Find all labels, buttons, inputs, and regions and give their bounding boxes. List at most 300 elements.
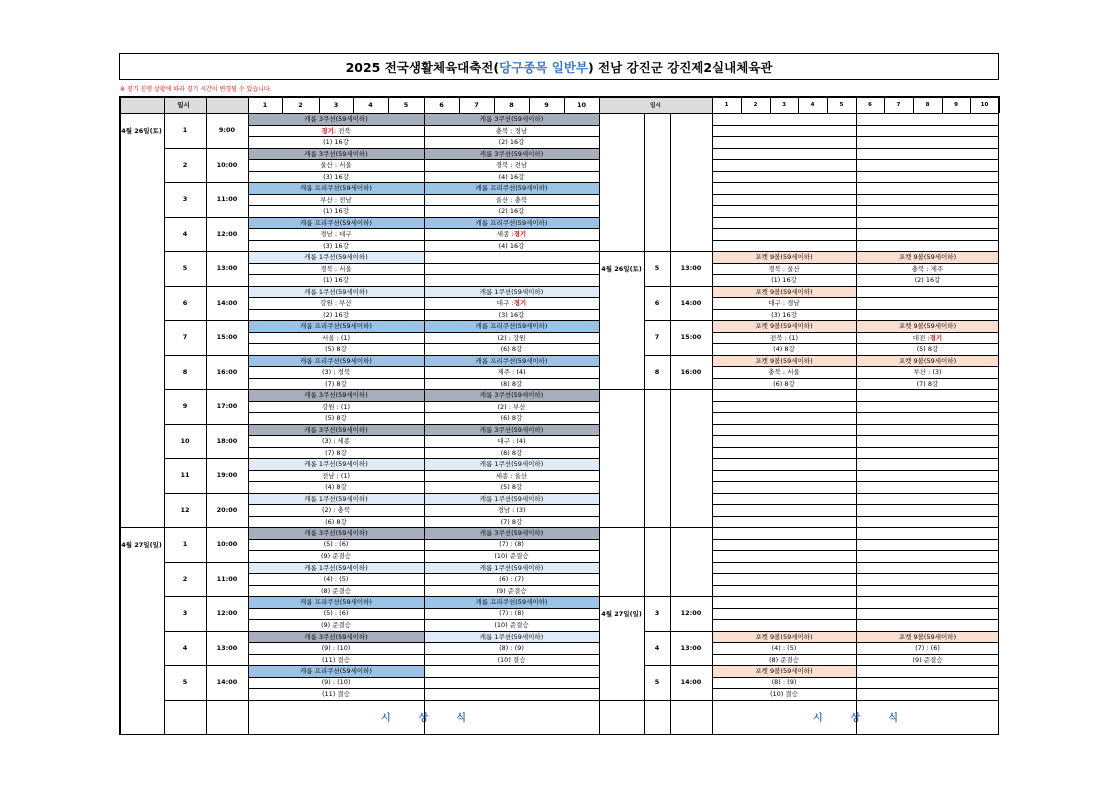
table-number: 4 bbox=[368, 100, 373, 109]
event-header: 포켓 9볼(59세이하) bbox=[712, 631, 856, 643]
match-team: 대구 : 경남 bbox=[768, 299, 800, 308]
schedule-notice: ※ 경기 진행 상황에 따라 경기 시간이 변경될 수 있습니다. bbox=[120, 86, 272, 93]
round-time: 14:00 bbox=[680, 298, 702, 307]
match-team: 전남 : (1) bbox=[321, 471, 351, 480]
grid-line bbox=[119, 527, 164, 528]
round-time: 13:00 bbox=[680, 264, 702, 273]
round-time: 16:00 bbox=[680, 367, 702, 376]
match-cell bbox=[856, 642, 999, 654]
round-number: 11 bbox=[180, 471, 190, 480]
round-time bbox=[206, 700, 248, 734]
table-number: 4 bbox=[810, 101, 815, 108]
grid-line bbox=[856, 96, 857, 113]
round-number: 3 bbox=[654, 609, 660, 618]
stage-cell: (4) 16강 bbox=[498, 172, 525, 181]
grid-line bbox=[741, 96, 742, 113]
match-team: (4) : (5) bbox=[323, 574, 349, 583]
round-number: 3 bbox=[182, 195, 188, 204]
round-number: 3 bbox=[182, 609, 188, 618]
stage-cell: (5) 8강 bbox=[325, 414, 347, 423]
match-cell bbox=[856, 366, 999, 378]
match-team-highlight: 경기 bbox=[929, 333, 943, 342]
grid-line bbox=[644, 113, 645, 734]
match-cell bbox=[712, 263, 856, 275]
event-header: 캐롬 프리쿠션(59세이하) bbox=[424, 355, 599, 367]
stage-cell: (7) 8강 bbox=[916, 379, 939, 388]
match-team: 세종 : bbox=[496, 230, 514, 239]
day-label: 4월 26일(토) bbox=[601, 264, 642, 273]
grid-line bbox=[599, 251, 712, 252]
grid-line bbox=[164, 217, 599, 218]
match-cell bbox=[248, 539, 424, 551]
grid-line bbox=[164, 355, 599, 356]
table-number: 9 bbox=[544, 100, 549, 109]
round-time: 10:00 bbox=[216, 540, 238, 549]
header-date-label: 일시 bbox=[599, 96, 712, 113]
table-number: 5 bbox=[839, 101, 844, 108]
grid-line bbox=[942, 96, 943, 113]
match-team: (8) : (9) bbox=[771, 678, 797, 687]
grid-line bbox=[164, 182, 599, 183]
match-team: 부산 : (3) bbox=[913, 368, 942, 377]
match-team: (5) : (6) bbox=[323, 540, 349, 549]
match-team: : 전북 bbox=[333, 126, 351, 135]
grid-line bbox=[164, 631, 599, 632]
match-team: 강원 : (1) bbox=[321, 402, 351, 411]
stage-cell: (7) 8강 bbox=[325, 379, 347, 388]
stage-cell: (11) 결승 bbox=[322, 655, 350, 664]
stage-cell: (4) 8강 bbox=[773, 345, 795, 354]
grid-line bbox=[770, 96, 771, 113]
title-suffix: ) 전남 강진군 강진제2실내체육관 bbox=[587, 59, 773, 75]
round-time: 11:00 bbox=[216, 195, 238, 204]
stage-cell: (9) 준결승 bbox=[320, 621, 352, 630]
round-time: 9:00 bbox=[218, 126, 236, 135]
round-number: 5 bbox=[654, 678, 660, 687]
match-cell bbox=[424, 642, 599, 654]
event-header: 캐롬 1쿠션(59세이하) bbox=[424, 458, 599, 470]
grid-line bbox=[424, 96, 425, 734]
match-cell bbox=[424, 194, 599, 206]
grid-line bbox=[164, 596, 599, 597]
match-cell bbox=[248, 332, 424, 344]
match-cell bbox=[248, 159, 424, 171]
match-cell bbox=[424, 125, 599, 137]
stage-cell: (2) 16강 bbox=[914, 276, 941, 285]
grid-line bbox=[599, 96, 600, 734]
award-ceremony: 시상식 bbox=[813, 713, 926, 724]
match-team: 서울 : (1) bbox=[321, 333, 351, 342]
match-cell bbox=[248, 435, 424, 447]
round-number: 4 bbox=[182, 643, 188, 652]
grid-line bbox=[884, 96, 885, 113]
round-number: 4 bbox=[182, 229, 188, 238]
match-cell bbox=[712, 366, 856, 378]
match-team: 대구 : (4) bbox=[497, 437, 526, 446]
day-label: 4월 27일(일) bbox=[121, 540, 162, 549]
grid-line bbox=[164, 113, 599, 114]
match-team: (3) : 경북 bbox=[321, 368, 351, 377]
event-header: 캐롬 프리쿠션(59세이하) bbox=[248, 182, 424, 194]
round-time: 12:00 bbox=[216, 229, 238, 238]
match-team: 경남 : (3) bbox=[497, 506, 526, 515]
stage-cell: (5) 8강 bbox=[325, 345, 347, 354]
match-cell bbox=[424, 297, 599, 309]
table-number: 6 bbox=[868, 101, 872, 108]
match-team: (7) : (8) bbox=[499, 609, 524, 618]
table-number: 7 bbox=[474, 100, 479, 109]
grid-line bbox=[970, 96, 971, 113]
grid-line bbox=[164, 527, 599, 528]
round-number: 8 bbox=[182, 367, 188, 376]
match-team: (7) : (8) bbox=[499, 540, 524, 549]
event-header: 캐롬 1쿠션(59세이하) bbox=[248, 286, 424, 298]
event-header: 캐롬 3쿠션(59세이하) bbox=[248, 527, 424, 539]
match-team: (2) : 부산 bbox=[497, 402, 526, 411]
stage-cell: (11) 결승 bbox=[322, 690, 350, 699]
grid-line bbox=[913, 96, 914, 113]
round-number: 7 bbox=[182, 333, 188, 342]
event-header: 캐롬 3쿠션(59세이하) bbox=[248, 389, 424, 401]
match-cell bbox=[248, 263, 424, 275]
stage-cell: (4) 16강 bbox=[498, 241, 525, 250]
event-header: 캐롬 3쿠션(59세이하) bbox=[424, 424, 599, 436]
grid-line bbox=[164, 251, 599, 252]
match-cell bbox=[248, 297, 424, 309]
round-number: 5 bbox=[654, 264, 660, 273]
table-number: 1 bbox=[724, 101, 729, 108]
event-header: 캐롬 프리쿠션(59세이하) bbox=[248, 320, 424, 332]
match-cell bbox=[248, 194, 424, 206]
grid-line bbox=[670, 113, 671, 734]
round-number bbox=[164, 700, 206, 734]
grid-line bbox=[644, 700, 712, 701]
grid-line bbox=[388, 96, 389, 113]
round-number: 6 bbox=[654, 298, 660, 307]
match-team: (7) : (6) bbox=[915, 643, 940, 652]
stage-cell: (7) 8강 bbox=[500, 517, 523, 526]
table-number: 2 bbox=[298, 100, 303, 109]
round-number: 8 bbox=[654, 367, 660, 376]
stage-cell: (9) 준결승 bbox=[496, 586, 527, 595]
match-team: (2) : 강원 bbox=[497, 333, 526, 342]
grid-line bbox=[353, 96, 354, 113]
grid-line bbox=[319, 96, 320, 113]
round-time: 20:00 bbox=[216, 505, 238, 514]
table-number: 3 bbox=[333, 100, 339, 109]
stage-cell: (8) 준결승 bbox=[768, 655, 800, 664]
match-cell bbox=[248, 401, 424, 413]
match-cell bbox=[712, 677, 856, 689]
event-header: 캐롬 1쿠션(59세이하) bbox=[424, 562, 599, 574]
stage-cell: (1) 16강 bbox=[771, 276, 797, 285]
grid-line bbox=[164, 148, 599, 149]
round-time: 14:00 bbox=[680, 678, 702, 687]
match-cell bbox=[424, 332, 599, 344]
round-time: 12:00 bbox=[216, 609, 238, 618]
round-number: 1 bbox=[182, 126, 188, 135]
round-time: 10:00 bbox=[216, 160, 238, 169]
stage-cell: (9) 준결승 bbox=[320, 552, 352, 561]
match-cell bbox=[248, 125, 424, 137]
round-time: 19:00 bbox=[216, 471, 238, 480]
grid-line bbox=[599, 596, 712, 597]
round-number: 2 bbox=[182, 574, 188, 583]
grid-line bbox=[712, 96, 713, 113]
round-number: 10 bbox=[180, 436, 190, 445]
grid-line bbox=[164, 493, 599, 494]
stage-cell: (10) 준결승 bbox=[494, 621, 529, 630]
event-header: 캐롬 3쿠션(59세이하) bbox=[248, 113, 424, 125]
round-number: 2 bbox=[182, 160, 188, 169]
round-time: 13:00 bbox=[680, 643, 702, 652]
grid-line bbox=[119, 96, 999, 98]
title-prefix: 2025 전국생활체육대축전( bbox=[345, 59, 500, 75]
match-team: 경북 : 전남 bbox=[495, 161, 528, 170]
round-time: 11:00 bbox=[216, 574, 238, 583]
stage-cell: (3) 16강 bbox=[323, 241, 349, 250]
match-cell bbox=[856, 263, 999, 275]
stage-cell: (2) 16강 bbox=[323, 310, 349, 319]
event-header: 캐롬 1쿠션(59세이하) bbox=[424, 286, 599, 298]
event-header: 포켓 9볼(59세이하) bbox=[712, 665, 856, 677]
grid-line bbox=[164, 96, 165, 734]
title-highlight: 당구종목 일반부 bbox=[499, 59, 588, 75]
match-team: 경북 : 서울 bbox=[320, 264, 352, 273]
grid-line bbox=[999, 96, 1000, 113]
table-number: 7 bbox=[896, 101, 901, 108]
round-time: 15:00 bbox=[216, 333, 238, 342]
round-time: 15:00 bbox=[680, 333, 702, 342]
match-team: (2) : 충북 bbox=[321, 506, 351, 515]
stage-cell: (2) 16강 bbox=[498, 207, 525, 216]
header-date-label: 일시 bbox=[119, 96, 248, 113]
match-team: 강원 : 부산 bbox=[320, 299, 352, 308]
round-time: 14:00 bbox=[216, 298, 238, 307]
match-cell bbox=[712, 332, 856, 344]
round-number: 5 bbox=[182, 264, 188, 273]
match-team: (8) : (9) bbox=[499, 643, 524, 652]
round-number: 12 bbox=[180, 505, 190, 514]
match-team: 충북 : 경남 bbox=[495, 126, 528, 135]
stage-cell: (1) 16강 bbox=[323, 276, 349, 285]
stage-cell: (6) 8강 bbox=[325, 517, 347, 526]
event-header: 캐롬 프리쿠션(59세이하) bbox=[424, 320, 599, 332]
match-cell bbox=[424, 366, 599, 378]
event-header: 포켓 9볼(59세이하) bbox=[856, 251, 999, 263]
event-header: 캐롬 3쿠션(59세이하) bbox=[248, 148, 424, 160]
event-header: 캐롬 프리쿠션(59세이하) bbox=[248, 355, 424, 367]
match-team: 대전 : bbox=[912, 333, 930, 342]
event-header: 캐롬 프리쿠션(59세이하) bbox=[248, 596, 424, 608]
grid-line bbox=[164, 562, 599, 563]
grid-line bbox=[164, 424, 599, 425]
match-cell bbox=[248, 228, 424, 240]
round-time: 18:00 bbox=[216, 436, 238, 445]
match-cell bbox=[712, 297, 856, 309]
grid-line bbox=[248, 96, 249, 734]
event-header: 캐롬 1쿠션(59세이하) bbox=[248, 458, 424, 470]
match-team: 전북 : (1) bbox=[769, 333, 799, 342]
stage-cell: (6) 8강 bbox=[773, 379, 795, 388]
match-team-highlight: 경기 bbox=[513, 299, 527, 308]
grid-line bbox=[459, 96, 460, 113]
day-label: 4월 27일(일) bbox=[601, 609, 642, 618]
grid-line bbox=[644, 355, 712, 356]
match-cell bbox=[712, 642, 856, 654]
event-header: 캐롬 3쿠션(59세이하) bbox=[424, 148, 599, 160]
grid-line bbox=[644, 320, 712, 321]
match-team: (9) : (10) bbox=[321, 678, 351, 687]
grid-line bbox=[206, 96, 207, 734]
round-number: 5 bbox=[182, 678, 188, 687]
table-number: 8 bbox=[925, 101, 930, 108]
table-number: 6 bbox=[439, 100, 444, 109]
match-team: 경북 : 울산 bbox=[768, 264, 800, 273]
round-time: 17:00 bbox=[216, 402, 238, 411]
table-number: 10 bbox=[980, 101, 989, 108]
match-team: 충북 : 제주 bbox=[911, 264, 944, 273]
match-team: (6) : (7) bbox=[499, 574, 524, 583]
match-cell bbox=[424, 435, 599, 447]
match-cell bbox=[424, 539, 599, 551]
event-header: 캐롬 3쿠션(59세이하) bbox=[424, 389, 599, 401]
stage-cell: (1) 16강 bbox=[323, 138, 349, 147]
grid-line bbox=[529, 96, 530, 113]
table-number: 8 bbox=[509, 100, 514, 109]
match-cell bbox=[248, 677, 424, 689]
round-time: 14:00 bbox=[216, 678, 238, 687]
match-team: 경남 : 대구 bbox=[320, 230, 352, 239]
grid-line bbox=[164, 700, 599, 701]
round-time: 13:00 bbox=[216, 643, 238, 652]
round-number: 7 bbox=[654, 333, 660, 342]
match-cell bbox=[856, 332, 999, 344]
award-ceremony: 시상식 bbox=[381, 713, 494, 724]
match-cell bbox=[424, 470, 599, 482]
event-header: 캐롬 3쿠션(59세이하) bbox=[424, 527, 599, 539]
match-team: 충북 : 서울 bbox=[768, 368, 800, 377]
stage-cell: (3) 16강 bbox=[498, 310, 525, 319]
round-time: 12:00 bbox=[680, 609, 702, 618]
round-time: 13:00 bbox=[216, 264, 238, 273]
event-header: 캐롬 1쿠션(59세이하) bbox=[248, 493, 424, 505]
stage-cell: (3) 16강 bbox=[771, 310, 797, 319]
match-cell bbox=[424, 608, 599, 620]
grid-line bbox=[644, 286, 712, 287]
grid-line bbox=[644, 389, 712, 390]
event-header: 캐롬 3쿠션(59세이하) bbox=[248, 424, 424, 436]
match-cell bbox=[424, 228, 599, 240]
match-team: (4) : (5) bbox=[771, 643, 797, 652]
event-header: 캐롬 프리쿠션(59세이하) bbox=[248, 665, 424, 677]
grid-line bbox=[282, 96, 283, 113]
grid-line bbox=[599, 527, 712, 528]
round-time: 16:00 bbox=[216, 367, 238, 376]
event-header: 포켓 9볼(59세이하) bbox=[712, 355, 856, 367]
round-number: 9 bbox=[182, 402, 188, 411]
match-team: 제주 : (4) bbox=[497, 368, 526, 377]
grid-line bbox=[998, 96, 1000, 734]
event-header: 캐롬 프리쿠션(59세이하) bbox=[424, 596, 599, 608]
table-number: 5 bbox=[403, 100, 409, 109]
stage-cell: (5) 8강 bbox=[500, 483, 523, 492]
stage-cell: (7) 8강 bbox=[325, 448, 347, 457]
stage-cell: (6) 8강 bbox=[500, 414, 523, 423]
event-header: 포켓 9볼(59세이하) bbox=[712, 320, 856, 332]
round-number: 1 bbox=[182, 540, 188, 549]
match-team: 울산 : 충북 bbox=[495, 195, 528, 204]
table-number: 1 bbox=[262, 100, 268, 109]
grid-line bbox=[164, 320, 599, 321]
table-number: 9 bbox=[954, 101, 958, 108]
round-number: 4 bbox=[654, 643, 660, 652]
stage-cell: (8) 준결승 bbox=[320, 586, 352, 595]
match-cell bbox=[248, 366, 424, 378]
event-header: 포켓 9볼(59세이하) bbox=[856, 320, 999, 332]
match-team: (5) : (6) bbox=[323, 609, 349, 618]
event-header: 캐롬 프리쿠션(59세이하) bbox=[424, 182, 599, 194]
stage-cell: (9) 준결승 bbox=[912, 655, 943, 664]
match-cell bbox=[248, 504, 424, 516]
stage-cell: (3) 16강 bbox=[323, 172, 349, 181]
event-header: 캐롬 3쿠션(59세이하) bbox=[248, 631, 424, 643]
grid-line bbox=[644, 665, 712, 666]
match-team: 울산 : 서울 bbox=[320, 161, 352, 170]
grid-line bbox=[164, 286, 599, 287]
grid-line bbox=[119, 734, 999, 736]
grid-line bbox=[599, 113, 712, 114]
grid-line bbox=[164, 665, 599, 666]
table-number: 2 bbox=[753, 101, 758, 108]
match-cell bbox=[424, 504, 599, 516]
stage-cell: (8) 8강 bbox=[500, 448, 523, 457]
stage-cell: (4) 8강 bbox=[325, 483, 347, 492]
stage-cell: (5) 8강 bbox=[916, 345, 939, 354]
stage-cell: (10) 준결승 bbox=[494, 552, 529, 561]
match-cell bbox=[248, 470, 424, 482]
match-cell bbox=[248, 573, 424, 585]
event-header: 포켓 9볼(59세이하) bbox=[712, 251, 856, 263]
grid-line bbox=[494, 96, 495, 113]
stage-cell: (2) 16강 bbox=[498, 138, 525, 147]
match-cell bbox=[248, 608, 424, 620]
event-header: 포켓 9볼(59세이하) bbox=[856, 355, 999, 367]
event-header: 캐롬 1쿠션(59세이하) bbox=[424, 493, 599, 505]
match-team: 세종 : 울산 bbox=[495, 471, 528, 480]
event-header: 캐롬 1쿠션(59세이하) bbox=[248, 562, 424, 574]
stage-cell: (1) 16강 bbox=[323, 207, 349, 216]
grid-line bbox=[119, 96, 121, 734]
match-team: 부산 : 전남 bbox=[320, 195, 352, 204]
match-cell bbox=[424, 401, 599, 413]
match-team-highlight: 경기 bbox=[321, 126, 334, 135]
event-header: 캐롬 프리쿠션(59세이하) bbox=[424, 217, 599, 229]
grid-line bbox=[798, 96, 799, 113]
match-team: (3) : 세종 bbox=[321, 437, 351, 446]
table-number: 3 bbox=[782, 101, 786, 108]
stage-cell: (6) 8강 bbox=[500, 345, 523, 354]
event-header: 포켓 9볼(59세이하) bbox=[712, 286, 856, 298]
event-header: 캐롬 프리쿠션(59세이하) bbox=[248, 217, 424, 229]
grid-line bbox=[164, 389, 599, 390]
stage-cell: (10) 결승 bbox=[770, 690, 798, 699]
table-number: 10 bbox=[576, 100, 587, 109]
event-header: 포켓 9볼(59세이하) bbox=[856, 631, 999, 643]
grid-line bbox=[564, 96, 565, 113]
stage-cell: (10) 결승 bbox=[497, 655, 526, 664]
round-number: 6 bbox=[182, 298, 188, 307]
